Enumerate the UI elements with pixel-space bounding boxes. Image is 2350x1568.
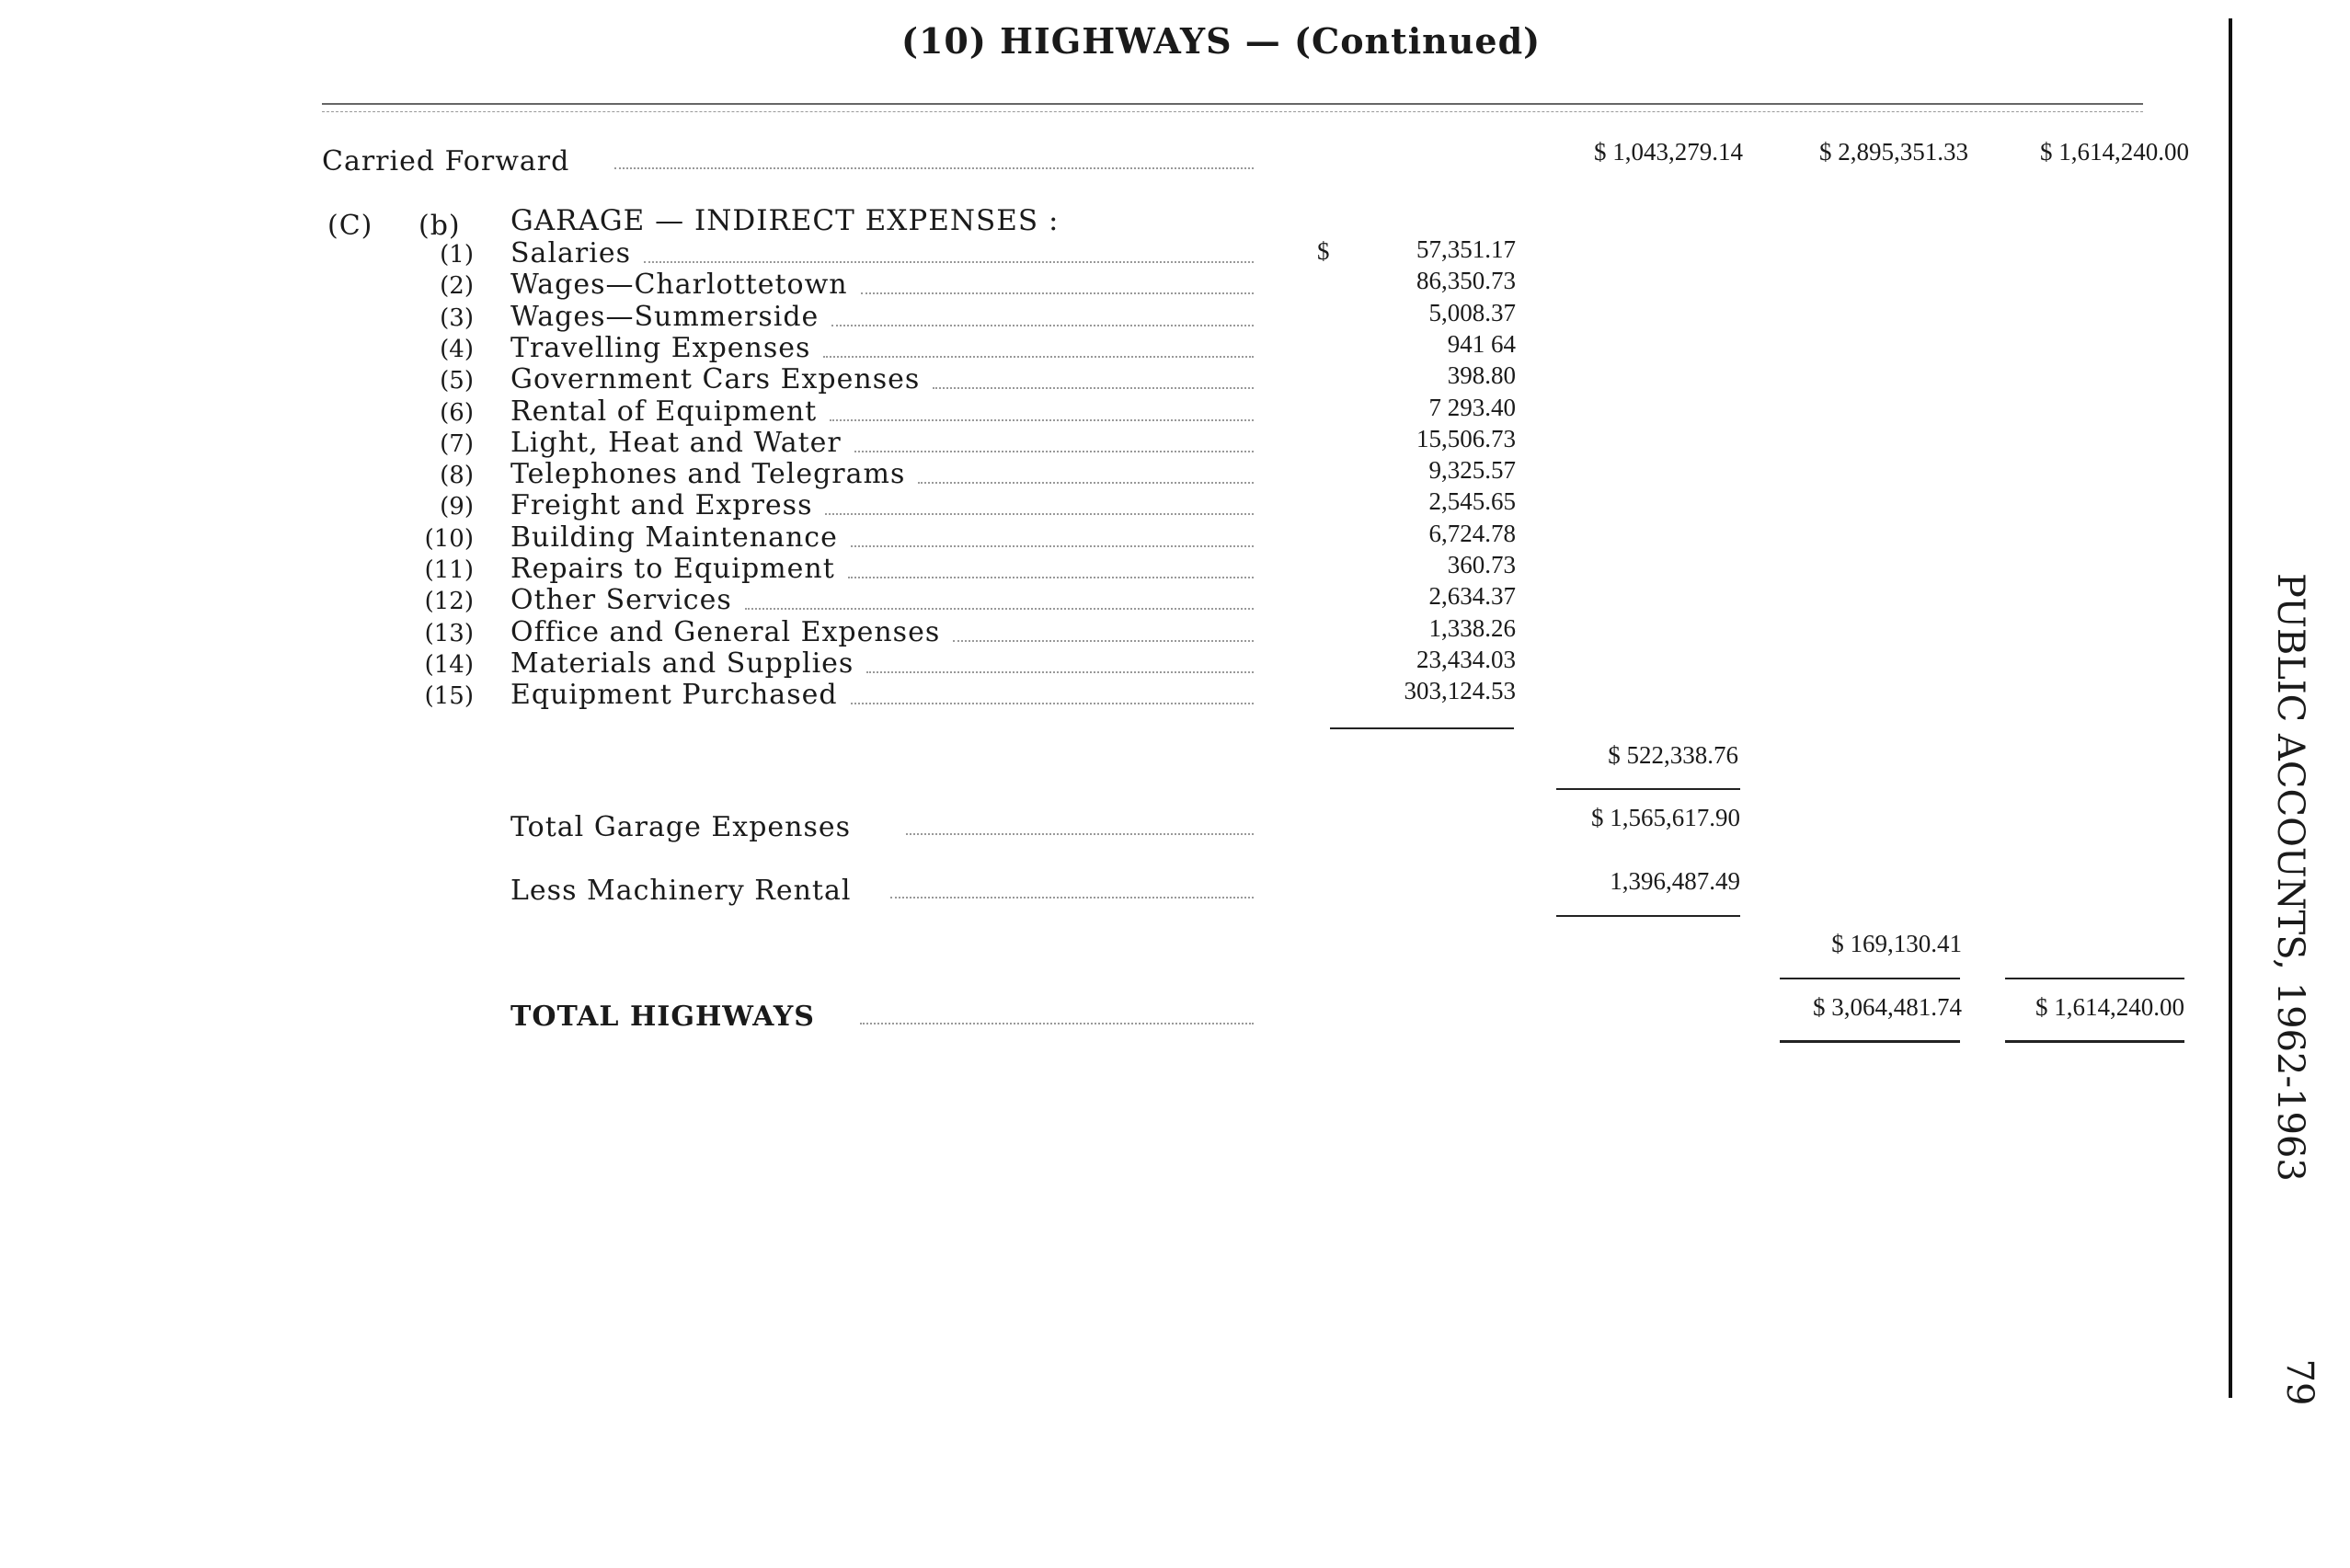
item-amount: 1,338.26 — [1428, 614, 1516, 642]
carried-forward-col3: $ 1,614,240.00 — [2040, 138, 2189, 166]
item-amount: 6,724.78 — [1428, 520, 1516, 547]
item-amount: 7 293.40 — [1428, 394, 1516, 421]
item-label: Light, Heat and Water — [510, 427, 842, 459]
item-label: Building Maintenance — [510, 521, 838, 554]
item-amount: 57,351.17 — [1416, 235, 1516, 263]
currency-symbol: $ — [1317, 237, 1330, 265]
carried-forward-col2: $ 2,895,351.33 — [1819, 138, 1968, 166]
section-sub: (b) — [418, 210, 461, 242]
leader-dots — [861, 292, 1254, 294]
item-index: (1) — [440, 241, 474, 269]
header-rule — [322, 103, 2143, 105]
leader-dots — [860, 1023, 1254, 1024]
side-title: PUBLIC ACCOUNTS, 1962-1963 — [2269, 573, 2311, 1182]
item-index: (13) — [424, 620, 474, 647]
item-label: Travelling Expenses — [510, 332, 811, 364]
leader-dots — [906, 833, 1254, 835]
subtotal-underline — [1556, 788, 1740, 790]
item-label: Wages—Summerside — [510, 301, 820, 333]
leader-dots — [890, 897, 1254, 898]
section-title: GARAGE — INDIRECT EXPENSES : — [510, 204, 1060, 237]
net-amount: $ 169,130.41 — [1831, 930, 1962, 957]
item-amount: 2,545.65 — [1428, 487, 1516, 515]
subtotal-rule — [1330, 727, 1514, 729]
item-label: Office and General Expenses — [510, 616, 941, 648]
item-index: (12) — [424, 588, 474, 615]
item-label: Equipment Purchased — [510, 679, 838, 711]
item-label: Freight and Express — [510, 489, 813, 521]
less-rental-label: Less Machinery Rental — [510, 875, 852, 907]
subtotal-amount: $ 522,338.76 — [1608, 741, 1738, 769]
leader-dots — [825, 513, 1254, 515]
item-index: (6) — [440, 399, 474, 427]
item-amount: 15,506.73 — [1416, 425, 1516, 452]
item-amount: 941 64 — [1447, 330, 1516, 358]
item-index: (8) — [440, 462, 474, 489]
page-title: (10) HIGHWAYS — (Continued) — [901, 20, 1542, 62]
item-label: Wages—Charlottetown — [510, 269, 848, 301]
item-label: Other Services — [510, 584, 732, 616]
item-amount: 398.80 — [1447, 361, 1516, 389]
total-underline — [1780, 1040, 1960, 1043]
item-amount: 5,008.37 — [1428, 299, 1516, 326]
total-highways-label: TOTAL HIGHWAYS — [510, 1001, 815, 1033]
rental-underline — [1556, 915, 1740, 917]
col3-rule — [2005, 978, 2184, 979]
total-garage-label: Total Garage Expenses — [510, 811, 852, 843]
carried-forward-col1: $ 1,043,279.14 — [1594, 138, 1743, 166]
total-highways-col2: $ 3,064,481.74 — [1813, 993, 1962, 1021]
section-code: (C) — [327, 210, 373, 242]
item-amount: 86,350.73 — [1416, 267, 1516, 294]
net-underline — [1780, 978, 1960, 979]
item-amount: 23,434.03 — [1416, 646, 1516, 673]
leader-dots — [953, 640, 1254, 642]
item-index: (7) — [440, 430, 474, 458]
leader-dots — [614, 167, 1254, 169]
margin-rule — [2229, 18, 2232, 1398]
leader-dots — [933, 387, 1254, 389]
total-garage-amount: $ 1,565,617.90 — [1591, 804, 1740, 831]
item-index: (2) — [440, 272, 474, 300]
item-label: Salaries — [510, 237, 632, 269]
item-amount: 303,124.53 — [1404, 677, 1516, 704]
item-index: (4) — [440, 336, 474, 363]
leader-dots — [745, 608, 1254, 610]
item-index: (11) — [424, 556, 474, 584]
item-label: Repairs to Equipment — [510, 553, 835, 585]
item-label: Materials and Supplies — [510, 647, 854, 680]
total-underline — [2005, 1040, 2184, 1043]
leader-dots — [866, 671, 1254, 673]
page-number: 79 — [2278, 1358, 2321, 1406]
item-amount: 360.73 — [1447, 551, 1516, 578]
leader-dots — [644, 261, 1254, 263]
item-index: (14) — [424, 651, 474, 679]
leader-dots — [918, 482, 1254, 484]
item-index: (5) — [440, 367, 474, 395]
item-index: (10) — [424, 525, 474, 553]
leader-dots — [851, 703, 1254, 704]
item-index: (9) — [440, 493, 474, 521]
leader-dots — [848, 577, 1254, 578]
item-label: Telephones and Telegrams — [510, 458, 906, 490]
leader-dots — [851, 545, 1254, 547]
carried-forward-label: Carried Forward — [322, 145, 570, 177]
leader-dots — [831, 325, 1254, 326]
item-index: (15) — [424, 682, 474, 710]
total-highways-col3: $ 1,614,240.00 — [2035, 993, 2184, 1021]
item-amount: 2,634.37 — [1428, 582, 1516, 610]
leader-dots — [854, 451, 1254, 452]
leader-dots — [830, 419, 1254, 421]
less-rental-amount: 1,396,487.49 — [1610, 867, 1740, 895]
header-rule-secondary — [322, 111, 2143, 112]
item-amount: 9,325.57 — [1428, 456, 1516, 484]
item-label: Rental of Equipment — [510, 395, 818, 428]
leader-dots — [823, 356, 1254, 358]
item-label: Government Cars Expenses — [510, 363, 921, 395]
item-index: (3) — [440, 304, 474, 332]
